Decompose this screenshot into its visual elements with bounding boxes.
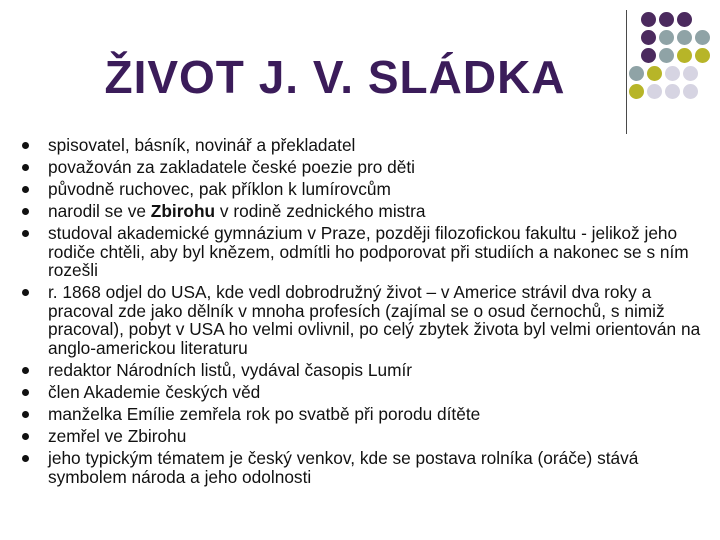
- decorative-dot: [677, 12, 692, 27]
- bullet-text: člen Akademie českých věd: [48, 382, 261, 403]
- decorative-dot: [641, 12, 656, 27]
- bullet-text: považován za zakladatele české poezie pro děti: [48, 157, 415, 178]
- bullet-item: [22, 180, 712, 199]
- decorative-dot: [677, 30, 692, 45]
- slide-title: ŽIVOT J. V. SLÁDKA: [104, 51, 566, 103]
- bullet-item: [22, 449, 712, 486]
- bullet-item: [22, 383, 712, 402]
- bullet-dot-icon: [22, 367, 29, 374]
- bullet-item: [22, 283, 712, 357]
- bullet-text: původně ruchovec, pak příklon k lumírovcům: [48, 179, 391, 200]
- bullet-dot-icon: [22, 230, 29, 237]
- bullet-text: r. 1868 odjel do USA, kde vedl dobrodružný život – v Americe strávil dva roky a pracoval zde jako dělník v mnoha profesích (zajímal se o osud černochů, s nimiž pracoval), pobyt v USA ho velmi ovlivnil, po celý zbytek života byl velmi orientován na anglo-americkou literaturu: [48, 282, 701, 358]
- bullet-text: jeho typickým tématem je český venkov, kde se postava rolníka (oráče) stává symbolem národa a jeho odolnosti: [48, 448, 639, 487]
- bullet-dot-icon: [22, 433, 29, 440]
- bullet-item: [22, 158, 712, 177]
- decorative-dot: [641, 48, 656, 63]
- bullet-dot-icon: [22, 208, 29, 215]
- bullet-item: [22, 202, 712, 221]
- decorative-dot: [677, 48, 692, 63]
- decorative-dot: [665, 66, 680, 81]
- decorative-dot: [647, 66, 662, 81]
- bullet-item: [22, 361, 712, 380]
- bullet-text: manželka Emílie zemřela rok po svatbě při porodu dítěte: [48, 404, 481, 425]
- bullet-item: [22, 224, 712, 280]
- bullet-dot-icon: [22, 186, 29, 193]
- bullet-list: [22, 136, 712, 490]
- bullet-text: v rodině zednického mistra: [215, 201, 426, 222]
- decorative-dot: [683, 66, 698, 81]
- decorative-dot: [695, 30, 710, 45]
- bullet-dot-icon: [22, 142, 29, 149]
- decorative-dot: [629, 66, 644, 81]
- bullet-item: [22, 136, 712, 155]
- decorative-dot: [659, 30, 674, 45]
- bullet-text: zemřel ve Zbirohu: [48, 426, 187, 447]
- bullet-dot-icon: [22, 411, 29, 418]
- decorative-dot: [647, 84, 662, 99]
- bullet-dot-icon: [22, 455, 29, 462]
- decorative-dot: [641, 30, 656, 45]
- decorative-dot: [695, 48, 710, 63]
- decorative-dot: [665, 84, 680, 99]
- bullet-item: [22, 405, 712, 424]
- decorative-dot: [659, 48, 674, 63]
- bullet-text: studoval akademické gymnázium v Praze, později filozofickou fakultu - jelikož jeho rodiče chtěli, aby byl knězem, odmítli ho podporovat při studiích a nakonec se s ním rozešli: [48, 223, 689, 281]
- bullet-text-bold: Zbirohu: [150, 201, 216, 222]
- decorative-dot: [629, 84, 644, 99]
- bullet-text: narodil se ve: [48, 201, 151, 222]
- bullet-dot-icon: [22, 164, 29, 171]
- bullet-text: redaktor Národních listů, vydával časopis Lumír: [48, 360, 413, 381]
- decorative-dot: [683, 84, 698, 99]
- bullet-dot-icon: [22, 389, 29, 396]
- bullet-text: spisovatel, básník, novinář a překladatel: [48, 135, 356, 155]
- bullet-dot-icon: [22, 289, 29, 296]
- decorative-dot-grid: [0, 0, 720, 140]
- decorative-dot: [659, 12, 674, 27]
- bullet-item: [22, 427, 712, 446]
